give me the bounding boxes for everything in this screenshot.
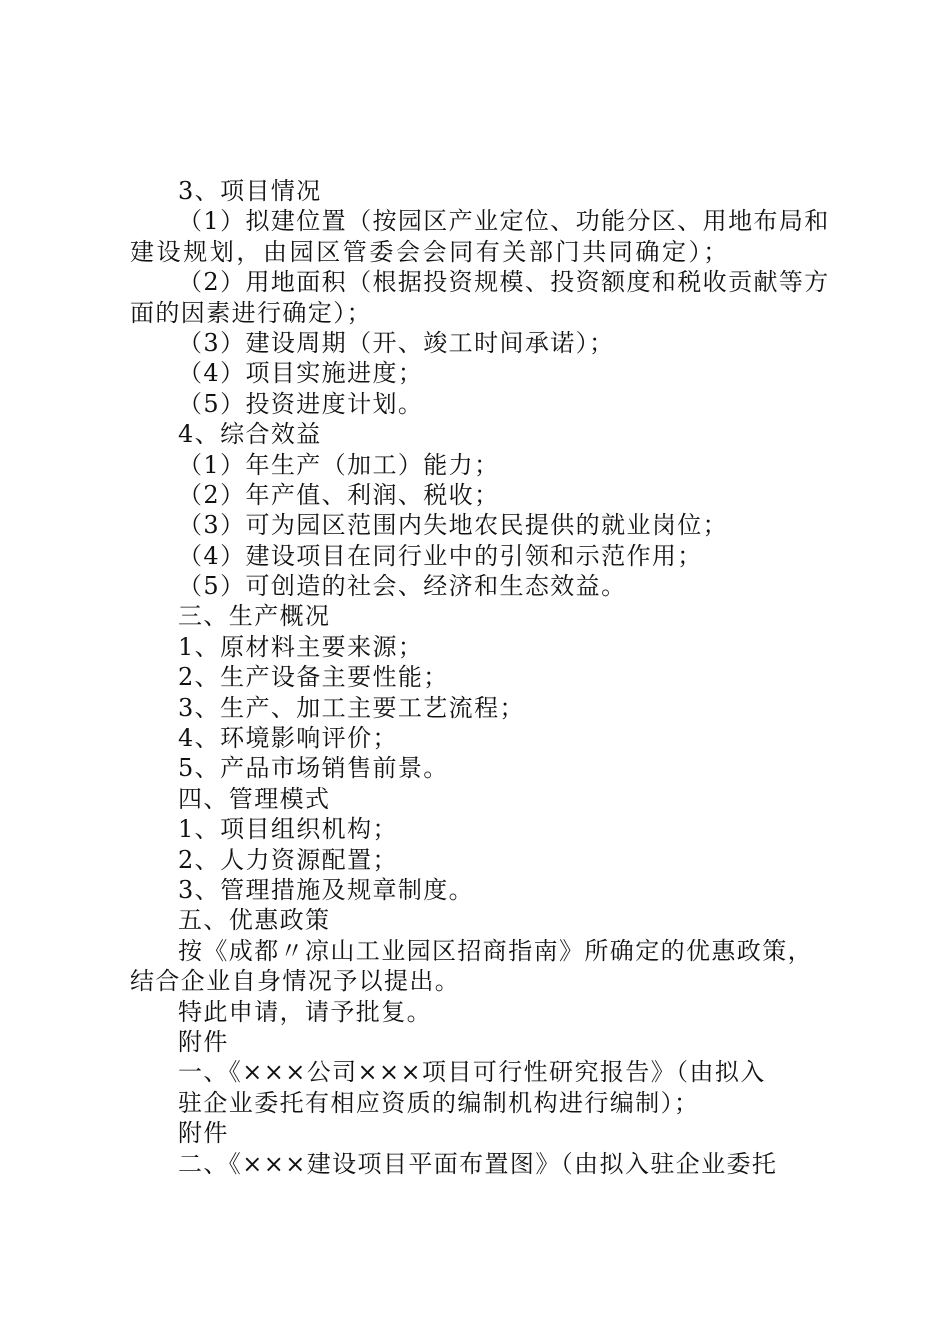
list-item: 1、项目组织机构；: [178, 815, 398, 844]
list-item: 3、生产、加工主要工艺流程；: [178, 693, 525, 722]
paragraph-line: 面的因素进行确定）；: [130, 298, 372, 327]
attachment-label: 附件: [178, 1119, 229, 1148]
paragraph-line: （2）用地面积（根据投资规模、投资额度和税收贡献等方: [178, 268, 830, 297]
list-item: （5）可创造的社会、经济和生态效益。: [178, 572, 627, 601]
list-item: （3）可为园区范围内失地农民提供的就业岗位；: [178, 511, 729, 540]
attachment-item: 一、《×××公司×××项目可行性研究报告》（由拟入: [178, 1058, 766, 1087]
paragraph-line: （1）拟建位置（按园区产业定位、功能分区、用地布局和: [178, 207, 830, 236]
list-item: 3、管理措施及规章制度。: [178, 875, 475, 904]
closing-request: 特此申请，请予批复。: [178, 997, 432, 1026]
section-heading-project: 3、项目情况: [178, 177, 322, 205]
attachment-item: 二、《×××建设项目平面布置图》（由拟入驻企业委托: [178, 1149, 778, 1178]
paragraph-line: 结合企业自身情况予以提出。: [130, 967, 461, 996]
list-item: 2、生产设备主要性能；: [178, 663, 449, 692]
paragraph-line: 按《成都〃凉山工业园区招商指南》所确定的优惠政策，: [178, 936, 813, 965]
section-heading-production: 三、生产概况: [178, 602, 331, 631]
list-item: 2、人力资源配置；: [178, 845, 398, 874]
list-item: （4）项目实施进度；: [178, 359, 424, 388]
document-body: [130, 176, 830, 1179]
attachment-item: 驻企业委托有相应资质的编制机构进行编制）；: [178, 1088, 700, 1117]
section-heading-benefits: 4、综合效益: [178, 420, 322, 449]
list-item: （4）建设项目在同行业中的引领和示范作用；: [178, 541, 703, 570]
list-item: （2）年产值、利润、税收；: [178, 480, 500, 509]
list-item: 4、环境影响评价；: [178, 724, 398, 753]
list-item: （5）投资进度计划。: [178, 389, 424, 418]
paragraph-line: 建设规划，由园区管委会会同有关部门共同确定）；: [130, 237, 730, 266]
list-item: （1）年生产（加工）能力；: [178, 450, 500, 479]
attachment-label: 附件: [178, 1027, 229, 1056]
list-item: 5、产品市场销售前景。: [178, 754, 449, 783]
section-heading-policy: 五、优惠政策: [178, 906, 331, 935]
list-item: 1、原材料主要来源；: [178, 632, 424, 661]
list-item: （3）建设周期（开、竣工时间承诺）；: [178, 328, 615, 357]
section-heading-management: 四、管理模式: [178, 784, 331, 813]
